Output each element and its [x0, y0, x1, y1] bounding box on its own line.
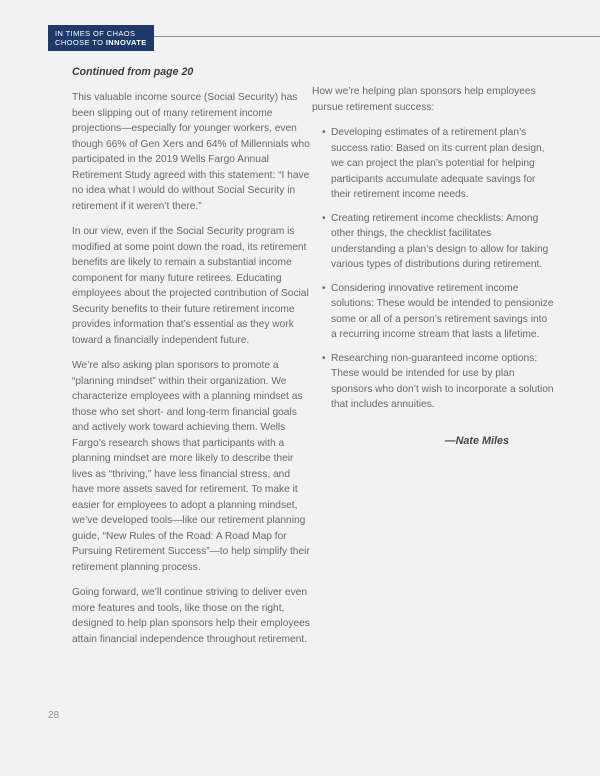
bullet-item-3-text: Considering innovative retirement income solutions: These would be intended to pensionize some or all of a person’s retirement savings into a recurring income stream that lasts a lifetime. [331, 282, 554, 340]
bullet-item-2 [322, 211, 554, 273]
left-paragraph-2: In our view, even if the Social Security program is modified at some point down the road, its retirement benefits are likely to remain a substantial income component for many future retirees. Educating employees about the projected contribution of Social Security benefits to their future retirement income provides information that’s essential as they work toward a financially independent future. [72, 226, 309, 346]
bullet-icon: • [322, 282, 326, 294]
banner-line1: IN TIMES OF CHAOS [55, 29, 136, 38]
right-intro-paragraph: How we’re helping plan sponsors help employees pursue retirement success: [312, 86, 536, 113]
bullet-item-3 [322, 281, 554, 343]
bullet-item-2-text: Creating retirement income checklists: Among other things, the checklist facilitates understanding a plan’s design to allow for taking various types of distributions during retirement. [331, 212, 549, 270]
bullet-item-1 [322, 125, 554, 203]
left-paragraph-3: We’re also asking plan sponsors to promote a “planning mindset” within their organization. We characterize employees with a planning mindset as those who set short- and long-term financial goals and actively work toward achieving them. Wells Fargo’s research shows that participants with a planning mindset are more likely to describe their lives as “thriving,” have less financial stress, and have more assets saved for retirement. To make it easier for employees to adopt a planning mindset, we’ve developed tools—like our retirement planning guide, “New Rules of the Road: A Road Map for Pursuing Retirement Success”—to help simplify their retirement planning process. [72, 360, 310, 573]
bullet-list [312, 125, 554, 413]
left-column [72, 66, 310, 657]
author-attribution: —Nate Miles [444, 434, 509, 447]
left-paragraph-1: This valuable income source (Social Security) has been slipping out of many retirement income projections—especially for younger workers, even though 66% of Gen Xers and 64% of Millennials who participated in the 2019 Wells Fargo Annual Retirement Study agreed with this statement: “I have no idea what I would do without Social Security in retirement if it weren’t there.” [72, 92, 310, 212]
bullet-icon: • [322, 127, 326, 138]
page-number: 28 [48, 710, 60, 721]
bullet-item-4-text: Researching non-guaranteed income options: These would be intended for use by plan sponsors who don’t wish to incorporate a solution that includes annuities. [331, 352, 554, 410]
bullet-item-1-text: Developing estimates of a retirement plan’s success ratio: Based on its current plan design, we can project the plan’s potential for helping participants accumulate adequate savings for their retirement income needs. [331, 127, 545, 200]
continued-from-note: Continued from page 20 [72, 66, 194, 78]
right-column [312, 84, 554, 447]
banner-line2-prefix: CHOOSE TO [55, 38, 106, 47]
bullet-item-4 [322, 351, 554, 413]
header-banner [48, 25, 154, 51]
banner-line2-bold: INNOVATE [105, 38, 147, 47]
banner-line2 [55, 38, 147, 47]
left-paragraph-4: Going forward, we’ll continue striving to deliver even more features and tools, like those on the right, designed to help plan sponsors help their employees attain financial independence throughout retirement. [72, 587, 310, 645]
bullet-icon: • [322, 352, 326, 364]
bullet-icon: • [322, 212, 326, 224]
